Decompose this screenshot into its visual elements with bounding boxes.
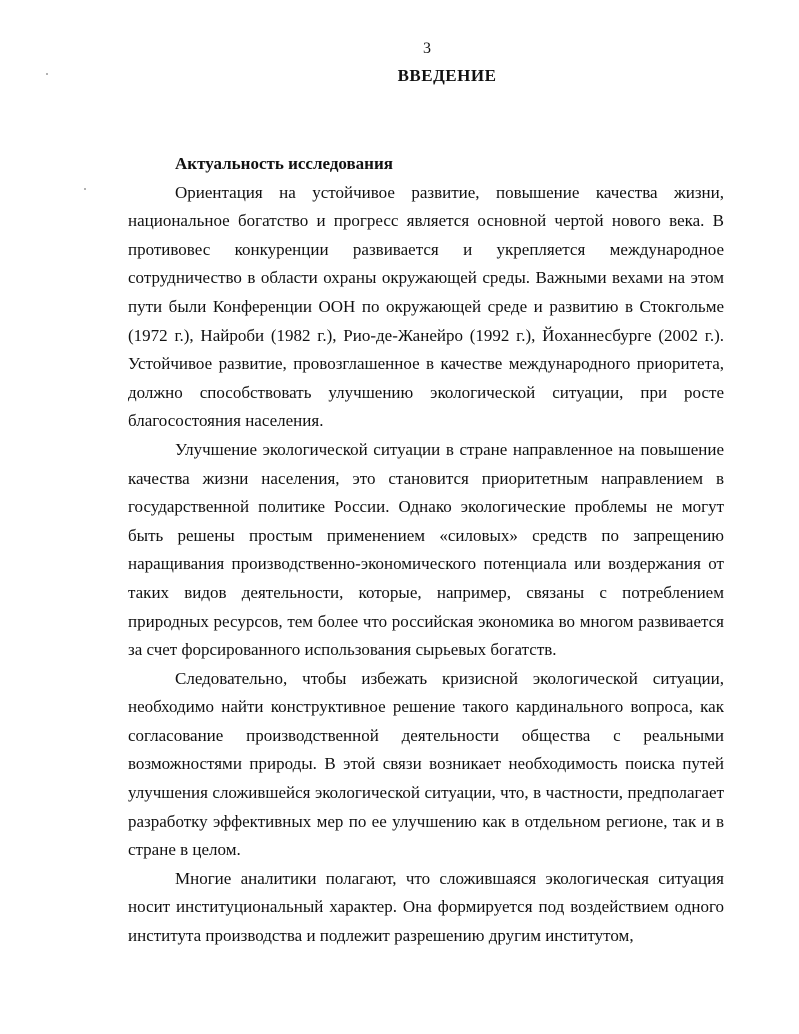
paragraph: Улучшение экологической ситуации в стране направленное на повышение качества жизни населения, это становится приоритетным направлением в государственной политике России. Однако экологические проблемы не могут быть решены простым применением «силовых» средств по запрещению наращивания производственно-экономического потенциала или воздержания от таких видов деятельности, которые, например, связаны с потреблением природных ресурсов, тем более что российская экономика во многом развивается за счет форсированного использования сырьевых богатств. [128,439,724,660]
paragraph: Следовательно, чтобы избежать кризисной экологической ситуации, необходимо найти конструктивное решение такого кардинального вопроса, как согласование производственной деятельности общества с реальными возможностями природы. В этой связи возникает необходимость поиска путей улучшения сложившейся экологической ситуации, что, в частности, предполагает разработку эффективных мер по ее улучшению как в отдельном регионе, так и в стране в целом. [128,668,724,860]
page-number: 3 [423,40,431,57]
paragraph: Многие аналитики полагают, что сложившаяся экологическая ситуация носит институциональный характер. Она формируется под воздействием одного института производства и подлежит разрешению другим институтом, [128,868,724,946]
chapter-title: ВВЕДЕНИЕ [397,66,497,85]
section-heading: Актуальность исследования [175,154,393,173]
paragraph: Ориентация на устойчивое развитие, повышение качества жизни, национальное богатство и прогресс является основной чертой нового века. В противовес конкуренции развивается и укрепляется международное сотрудничество в области охраны окружающей среды. Важными вехами на этом пути были Конференции ООН по окружающей среде и развитию в Стокгольме (1972 г.), Найроби (1982 г.), Рио-де-Жанейро (1992 г.), Йоханнесбурге (2002 г.). Устойчивое развитие, провозглашенное в качестве международного приоритета, должно способствовать улучшению экологической ситуации, при росте благосостояния населения. [128,182,724,431]
scan-speck [84,188,86,190]
document-body [128,150,724,951]
